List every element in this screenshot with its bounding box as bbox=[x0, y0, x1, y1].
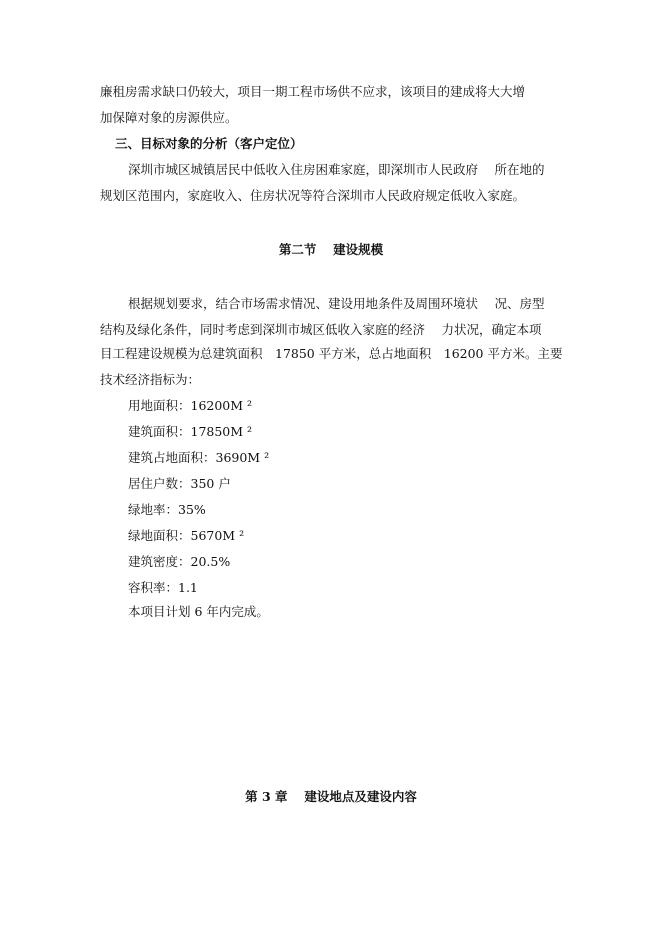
indicator-item: 建筑面积：17850M ² bbox=[128, 424, 253, 439]
chapter-heading: 第 3 章 建设地点及建设内容 bbox=[245, 789, 417, 804]
body-text-line: 结构及绿化条件，同时考虑到深圳市城区低收入家庭的经济 力状况，确定本项 bbox=[100, 322, 542, 337]
body-text-line: 目工程建设规模为总建筑面积 17850 平方米，总占地面积 16200 平方米。主要 bbox=[100, 346, 563, 361]
section-heading: 第二节 建设规模 bbox=[278, 242, 384, 257]
body-text-line: 技术经济指标为： bbox=[100, 372, 201, 387]
indicator-item: 居住户数：350 户 bbox=[128, 476, 231, 491]
body-text-line: 规划区范围内，家庭收入、住房状况等符合深圳市人民政府规定低收入家庭。 bbox=[100, 188, 526, 203]
indicator-item: 容积率：1.1 bbox=[128, 580, 198, 595]
indicator-item: 建筑密度：20.5% bbox=[128, 554, 231, 569]
indicator-item: 用地面积：16200M ² bbox=[128, 398, 253, 413]
subsection-title: 三、目标对象的分析（客户定位） bbox=[115, 136, 303, 151]
body-text-line: 根据规划要求，结合市场需求情况、建设用地条件及周围环境状 况、房型 bbox=[128, 296, 545, 311]
body-text-line: 加保障对象的房源供应。 bbox=[100, 110, 238, 125]
body-text-line: 深圳市城区城镇居民中低收入住房困难家庭，即深圳市人民政府 所在地的 bbox=[128, 162, 545, 177]
body-text-line: 廉租房需求缺口仍较大，项目一期工程市场供不应求，该项目的建成将大大增 bbox=[100, 84, 526, 99]
indicator-item: 绿地率：35% bbox=[128, 502, 206, 517]
indicator-item: 建筑占地面积：3690M ² bbox=[128, 450, 270, 465]
indicator-item: 绿地面积：5670M ² bbox=[128, 528, 245, 543]
completion-note: 本项目计划 6 年内完成。 bbox=[128, 604, 269, 619]
